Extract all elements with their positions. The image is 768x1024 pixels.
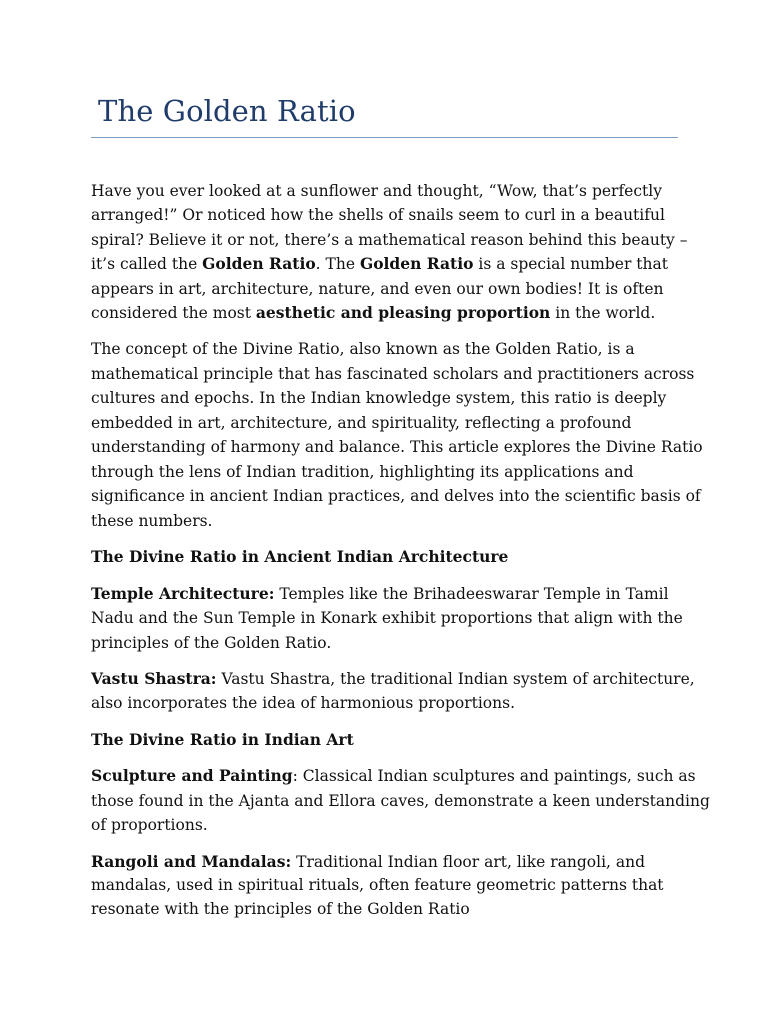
- vastu-line-1-text: Vastu Shastra, the traditional Indian system of architecture,: [216, 670, 695, 689]
- rangoli-label: Rangoli and Mandalas:: [91, 851, 292, 871]
- intro-line-3: spiral? Believe it or not, there’s a mathematical reason behind this beauty –: [91, 230, 688, 249]
- sculpture-line-1-text: : Classical Indian sculptures and paintings, such as: [292, 767, 696, 786]
- intro-line-6-text-a: considered the most: [91, 304, 256, 323]
- temple-label: Temple Architecture:: [91, 583, 275, 603]
- sculpture-paragraph: [91, 764, 710, 837]
- intro-line-4: [91, 252, 681, 276]
- temple-line-1-text: Temples like the Brihadeeswarar Temple in Tamil: [274, 584, 669, 603]
- concept-line-6: through the lens of Indian tradition, highlighting its applications and: [91, 462, 634, 481]
- vastu-line-2: also incorporates the idea of harmonious proportions.: [91, 694, 515, 713]
- intro-line-6: [91, 301, 681, 325]
- golden-ratio-emphasis-2: Golden Ratio: [359, 254, 474, 274]
- sculpture-line-1: [91, 764, 696, 788]
- sculpture-line-2: those found in the Ajanta and Ellora caves, demonstrate a keen understanding: [91, 791, 710, 810]
- sculpture-label: Sculpture and Painting: [91, 766, 293, 786]
- golden-ratio-emphasis-1: Golden Ratio: [202, 254, 316, 274]
- concept-line-8: these numbers.: [91, 511, 213, 530]
- intro-line-5: appears in art, architecture, nature, and even our own bodies! It is often: [91, 279, 664, 298]
- concept-line-4: embedded in art, architecture, and spirituality, reflecting a profound: [91, 413, 632, 432]
- intro-line-4-text-a: it’s called the: [91, 255, 203, 274]
- vastu-label: Vastu Shastra:: [91, 669, 217, 689]
- rangoli-paragraph: [91, 850, 681, 922]
- temple-paragraph: [91, 582, 681, 655]
- sculpture-line-3: of proportions.: [91, 816, 208, 835]
- aesthetic-emphasis: aesthetic and pleasing proportion: [255, 303, 551, 323]
- intro-line-6-text-c: in the world.: [550, 304, 656, 323]
- concept-line-7: significance in ancient Indian practices, and delves into the scientific basis of: [91, 487, 701, 506]
- heading-architecture-text: The Divine Ratio in Ancient Indian Architecture: [91, 547, 509, 567]
- concept-line-3: cultures and epochs. In the Indian knowledge system, this ratio is deeply: [91, 389, 667, 408]
- rangoli-line-2: mandalas, used in spiritual rituals, often feature geometric patterns that: [91, 876, 664, 894]
- rangoli-line-1-text: Traditional Indian floor art, like rangoli, and: [291, 852, 646, 871]
- section-heading-art: [91, 728, 681, 752]
- concept-line-1: The concept of the Divine Ratio, also known as the Golden Ratio, is a: [91, 340, 635, 359]
- vastu-line-1: [91, 667, 695, 691]
- vastu-paragraph: [91, 667, 695, 716]
- temple-line-2: Nadu and the Sun Temple in Konark exhibit proportions that align with the: [91, 609, 683, 628]
- concept-paragraph: [91, 337, 703, 533]
- title-underline: [91, 137, 678, 138]
- intro-line-4-text-e: is a special number that: [473, 255, 668, 274]
- document-body: [91, 179, 710, 933]
- temple-line-1: [91, 582, 681, 606]
- intro-paragraph: [91, 179, 688, 325]
- concept-line-5: understanding of harmony and balance. This article explores the Divine Ratio: [91, 438, 703, 457]
- page-title: The Golden Ratio: [98, 94, 356, 128]
- rangoli-line-3: resonate with the principles of the Golden Ratio: [91, 899, 470, 918]
- intro-line-2: arranged!” Or noticed how the shells of snails seem to curl in a beautiful: [91, 206, 665, 225]
- rangoli-line-1: [91, 850, 681, 875]
- section-heading-architecture: [91, 545, 681, 569]
- heading-art-text: The Divine Ratio in Indian Art: [91, 729, 354, 749]
- concept-line-2: mathematical principle that has fascinated scholars and practitioners across: [91, 364, 695, 383]
- intro-line-1: Have you ever looked at a sunflower and thought, “Wow, that’s perfectly: [91, 182, 662, 200]
- temple-line-3: principles of the Golden Ratio.: [91, 633, 332, 652]
- intro-line-4-text-c: . The: [315, 255, 360, 274]
